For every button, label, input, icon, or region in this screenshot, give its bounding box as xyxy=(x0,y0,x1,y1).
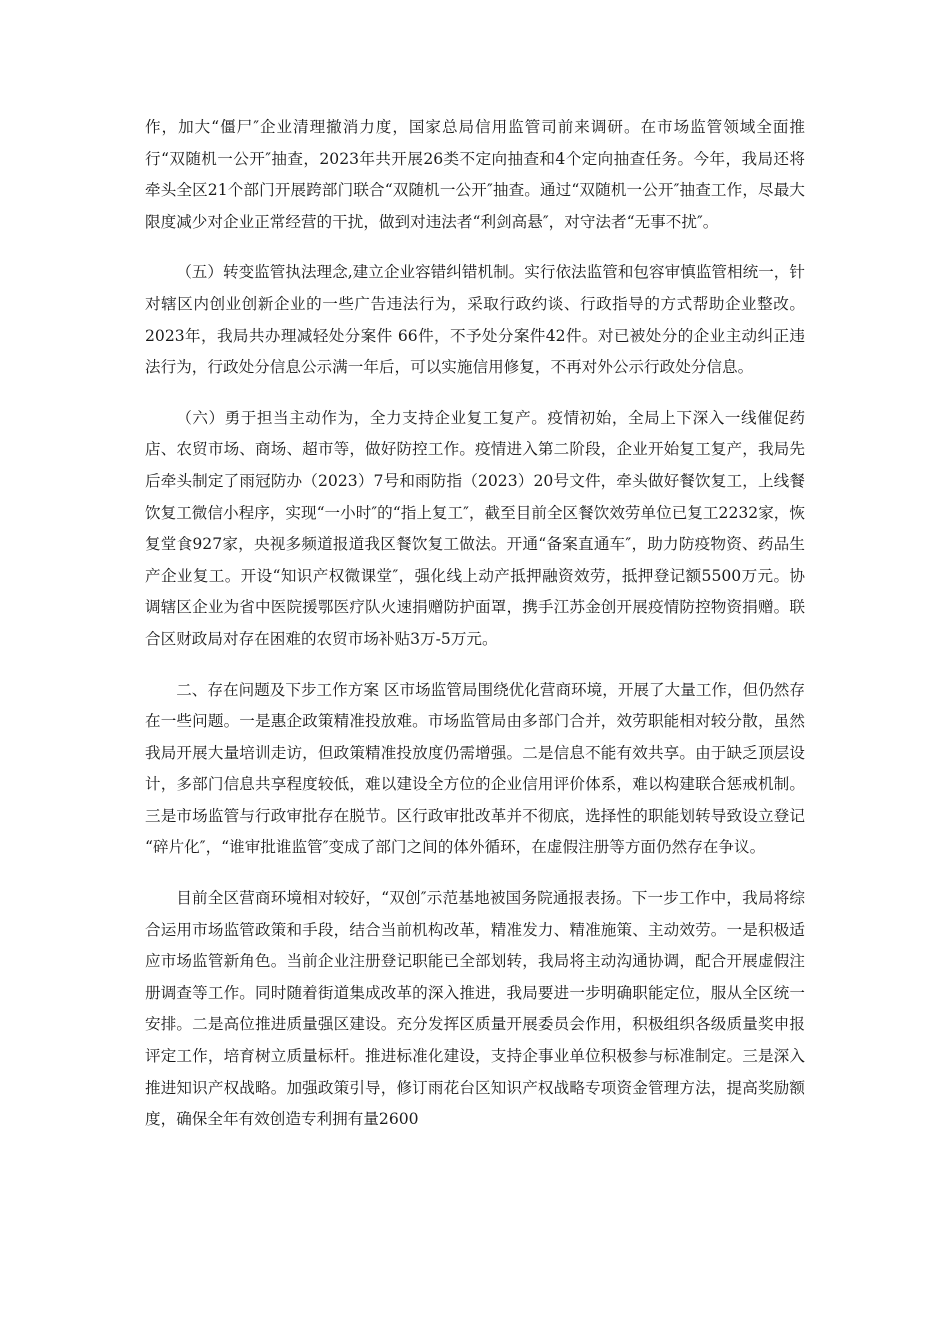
paragraph-next-steps: 目前全区营商环境相对较好，“双创″示范基地被国务院通报表扬。下一步工作中，我局将综合运用市场监管政策和手段，结合当前机构改革，精准发力、精准施策、主动效劳。一是积极适应市场监管新角色。当前企业注册登记职能已全部划转，我局将主动沟通协调，配合开展虚假注册调查等工作。同时随着街道集成改革的深入推进，我局要进一步明确职能定位，服从全区统一安排。二是高位推进质量强区建设。充分发挥区质量开展委员会作用，积极组织各级质量奖申报评定工作，培育树立质量标杆。推进标准化建设，支持企事业单位积极参与标准制定。三是深入推进知识产权战略。加强政策引导，修订雨花台区知识产权战略专项资金管理方法，提高奖励额度，确保全年有效创造专利拥有量2600 xyxy=(145,889,805,1129)
paragraph-problems-and-plan: 二、存在问题及下步工作方案 区市场监管局围绕优化营商环境，开展了大量工作，但仍然存在一些问题。一是惠企政策精准投放难。市场监管局由多部门合并，效劳职能相对较分散，虽然我局开展大量培训走访，但政策精准投放度仍需增强。二是信息不能有效共享。由于缺乏顶层设计，多部门信息共享程度较低，难以建设全方位的企业信用评价体系，难以构建联合惩戒机制。三是市场监管与行政审批存在脱节。区行政审批改革并不彻底，选择性的职能划转导致设立登记 “碎片化″，“谁审批谁监管″变成了部门之间的体外循环，在虚假注册等方面仍然存在争议。 xyxy=(145,680,805,857)
paragraph-continuation: 作，加大“僵尸″企业清理撤消力度，国家总局信用监管司前来调研。在市场监管领域全面推行“双随机一公开″抽查，2023年共开展26类不定向抽查和4个定向抽查任务。今年，我局还将牵头全区21个部门开展跨部门联合“双随机一公开″抽查。通过“双随机一公开″抽查工作，尽最大限度减少对企业正常经营的干扰，做到对违法者“利剑高悬″，对守法者“无事不扰″。 xyxy=(145,118,805,231)
document-body xyxy=(145,112,805,1155)
paragraph-section-5: （五）转变监管执法理念,建立企业容错纠错机制。实行依法监管和包容审慎监管相统一，针对辖区内创业创新企业的一些广告违法行为，采取行政约谈、行政指导的方式帮助企业整改。2023年，我局共办理减轻处分案件 66件，不予处分案件42件。对已被处分的企业主动纠正违法行为，行政处分信息公示满一年后，可以实施信用修复，不再对外公示行政处分信息。 xyxy=(145,263,805,377)
paragraph-section-6: （六）勇于担当主动作为，全力支持企业复工复产。疫情初始，全局上下深入一线催促药店、农贸市场、商场、超市等，做好防控工作。疫情进入第二阶段，企业开始复工复产，我局先后牵头制定了雨冠防办（2023）7号和雨防指（2023）20号文件，牵头做好餐饮复工，上线餐饮复工微信小程序，实现“一小时″的“指上复工″，截至目前全区餐饮效劳单位已复工2232家，恢复堂食927家，央视多频道报道我区餐饮复工做法。开通“备案直通车″，助力防疫物资、药品生产企业复工。开设“知识产权微课堂″，强化线上动产抵押融资效劳，抵押登记额5500万元。协调辖区企业为省中医院援鄂医疗队火速捐赠防护面罩，携手江苏金创开展疫情防控物资捐赠。联合区财政局对存在困难的农贸市场补贴3万-5万元。 xyxy=(145,408,805,648)
